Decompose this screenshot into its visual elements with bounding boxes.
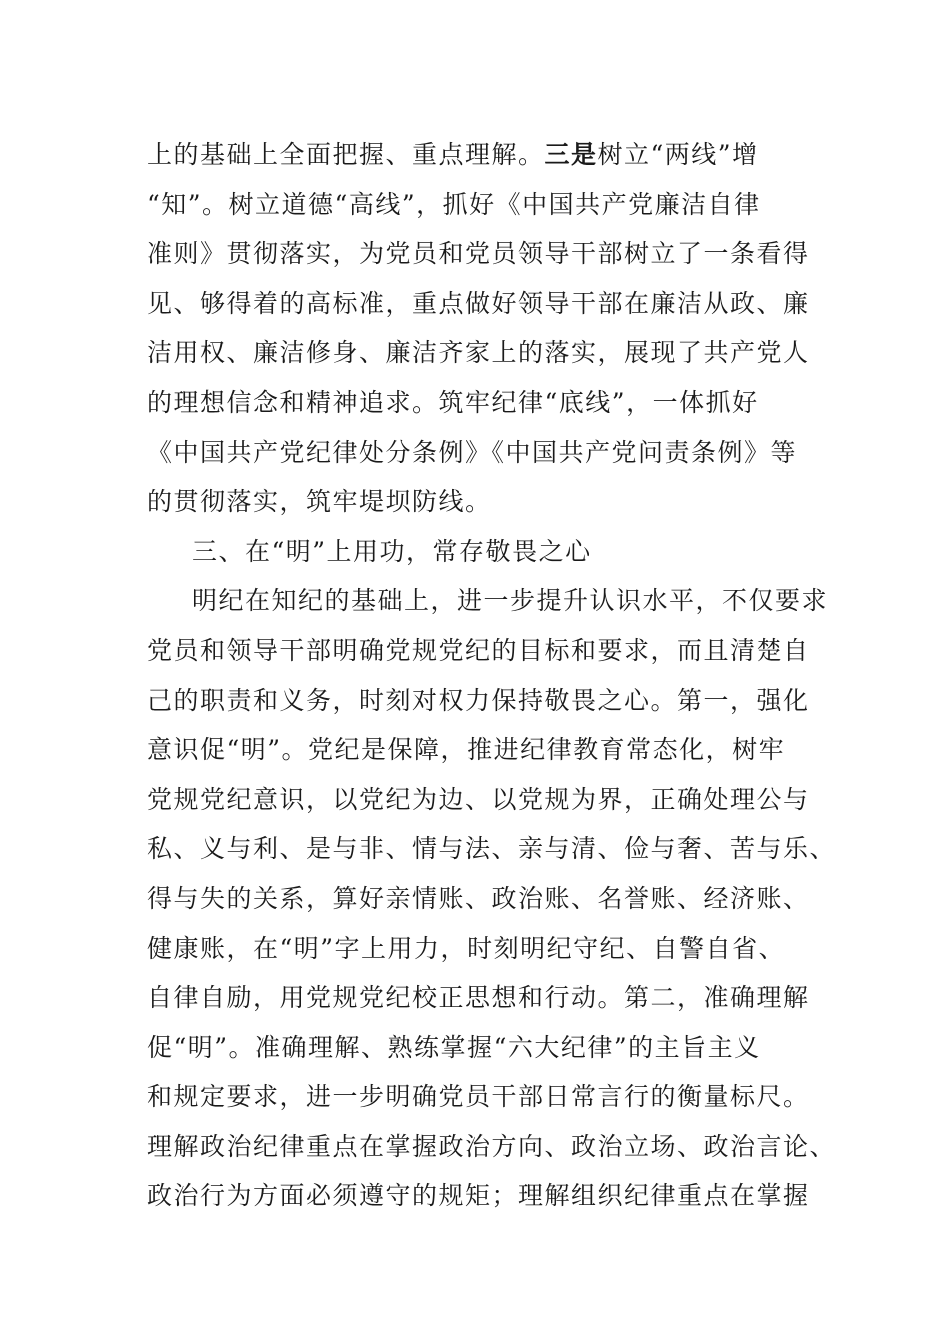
text-line: 自律自励，用党规党纪校正思想和行动。第二，准确理解 [147, 983, 810, 1013]
text-line: 健康账，在“明”字上用力，时刻明纪守纪、自警自省、 [147, 933, 786, 963]
text-line: 得与失的关系，算好亲情账、政治账、名誉账、经济账、 [147, 883, 810, 913]
text-line: 党员和领导干部明确党规党纪的目标和要求，而且清楚自 [147, 635, 810, 665]
text-line: 明纪在知纪的基础上，进一步提升认识水平，不仅要求 [192, 586, 829, 616]
text-line: 政治行为方面必须遵守的规矩；理解组织纪律重点在掌握 [147, 1181, 810, 1211]
text-line: 的理想信念和精神追求。筑牢纪律“底线”，一体抓好 [147, 387, 759, 417]
text-line: 和规定要求，进一步明确党员干部日常言行的衡量标尺。 [147, 1082, 810, 1112]
text-line: 准则》贯彻落实，为党员和党员领导干部树立了一条看得 [147, 239, 810, 269]
text-line: 的贯彻落实，筑牢堤坝防线。 [147, 487, 492, 517]
text-line: 己的职责和义务，时刻对权力保持敬畏之心。第一，强化 [147, 685, 810, 715]
text-line: 党规党纪意识，以党纪为边、以党规为界，正确处理公与 [147, 784, 810, 814]
text-line: “知”。树立道德“高线”，抓好《中国共产党廉洁自律 [147, 189, 761, 219]
text-line [147, 130, 807, 180]
text-line: 洁用权、廉洁修身、廉洁齐家上的落实，展现了共产党人 [147, 338, 810, 368]
text-line: 促“明”。准确理解、熟练掌握“六大纪律”的主旨主义 [147, 1032, 761, 1062]
text-line: 见、够得着的高标准，重点做好领导干部在廉洁从政、廉 [147, 288, 810, 318]
text-line: 《中国共产党纪律处分条例》《中国共产党问责条例》等 [147, 437, 798, 467]
section-heading: 三、在“明”上用功，常存敬畏之心 [192, 536, 592, 566]
text-line: 私、义与利、是与非、情与法、亲与清、俭与奢、苦与乐、 [147, 834, 837, 864]
text-line: 理解政治纪律重点在掌握政治方向、政治立场、政治言论、 [147, 1131, 837, 1161]
document-body [147, 130, 837, 1221]
text-run: 上的基础上全面把握、重点理解。 [147, 140, 545, 169]
text-run: 树立“两线”增 [597, 140, 759, 169]
bold-emphasis: 三是 [544, 140, 598, 169]
text-line: 意识促“明”。党纪是保障，推进纪律教育常态化，树牢 [147, 735, 786, 765]
